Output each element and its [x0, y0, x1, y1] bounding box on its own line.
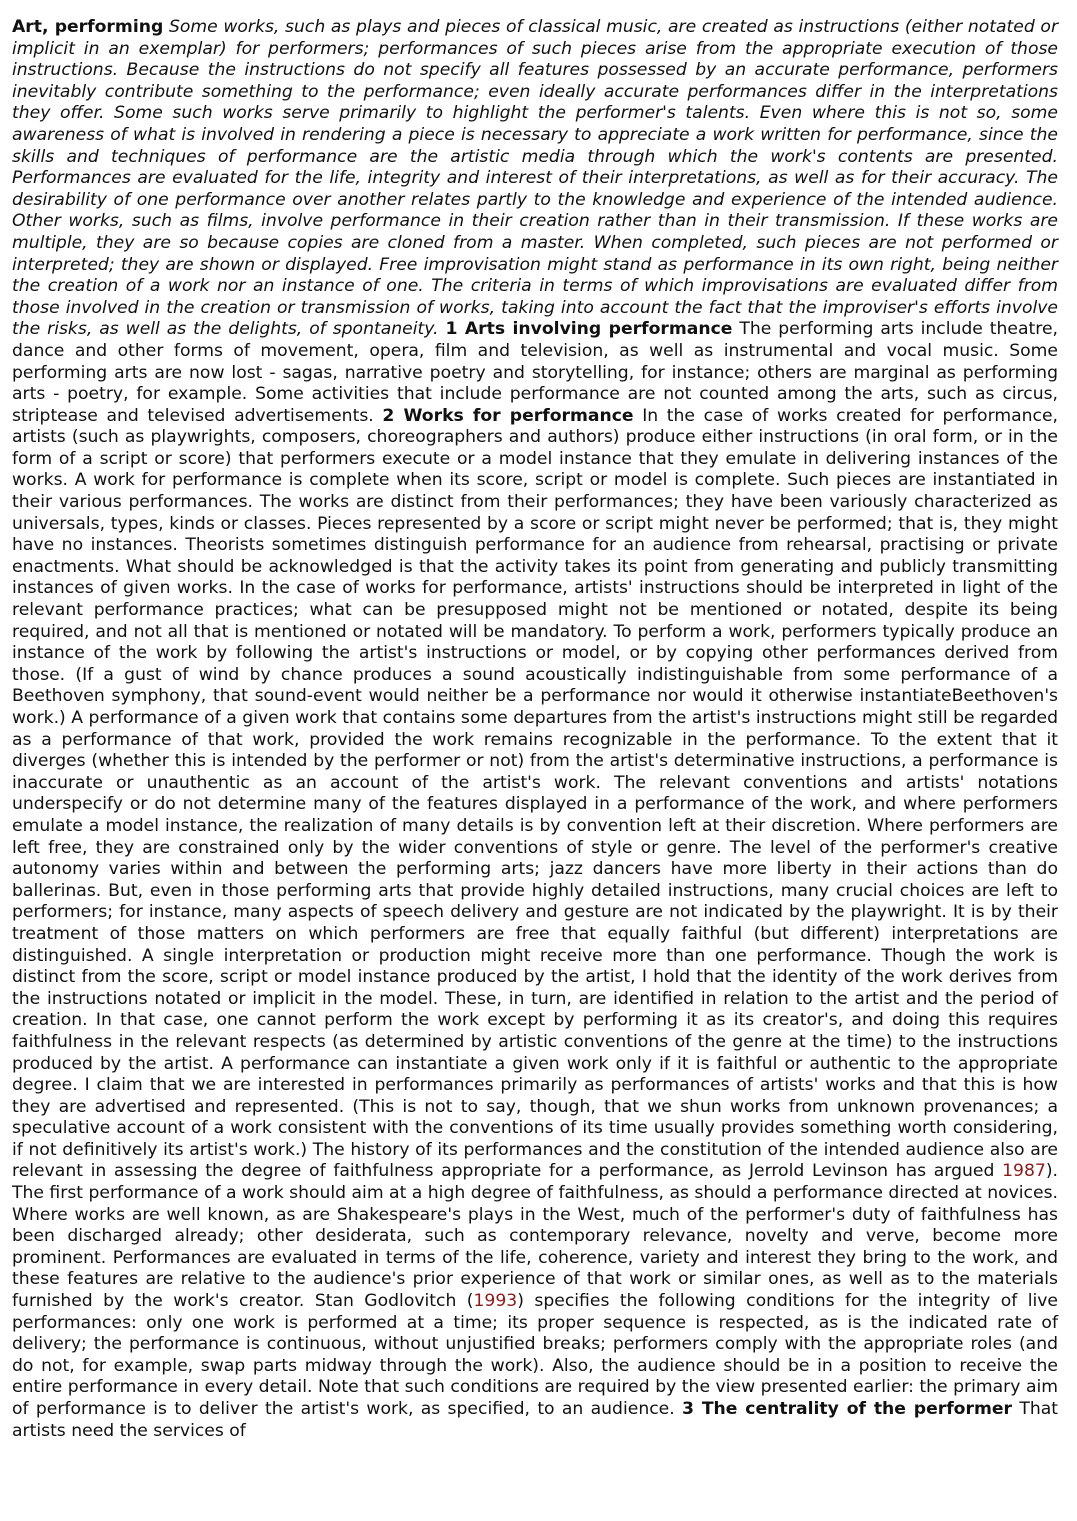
article-body	[12, 17, 1058, 1442]
section-2-text-a: In the case of works created for performance, artists (such as playwrights, composers, choreographers and authors) produce either instructions (in oral form, or in the form of a script or score) that performers execute or a model instance that they emulate in delivering instances of the works. A work for performance is complete when its score, script or model is complete. Such pieces are instantiated in their various performances. The works are distinct from their performances; they have been variously characterized as universals, types, kinds or classes. Pieces represented by a score or script might never be performed; that is, they might have no instances. Theorists sometimes distinguish performance for an audience from rehearsal, practising or private enactments. What should be acknowledged is that the activity takes its point from generating and publicly transmitting instances of given works. In the case of works for performance, artists' instructions should be interpreted in light of the relevant performance practices; what can be presupposed might not be mentioned or notated, despite its being required, and not all that is mentioned or notated will be mandatory. To perform a work, performers typically produce an instance of the work by following the artist's instructions or model, or by copying other performances derived from those. (If a gust of wind by chance produces a sound acoustically indistinguishable from some performance of a Beethoven symphony, that sound-event would neither be a performance nor would it otherwise instantiateBeethoven's work.) A performance of a given work that contains some departures from the artist's instructions might still be regarded as a performance of that work, provided the work remains recognizable in the performance. To the extent that it diverges (whether this is intended by the performer or not) from the artist's determinative instructions, a performance is inaccurate or unauthentic as an account of the artist's work. The relevant conventions and artists' notations underspecify or do not determine many of the features displayed in a performance of the work, and where performers emulate a model instance, the realization of many details is by convention left at their discretion. Where performers are left free, they are constrained only by the wider conventions of style or genre. The level of the performer's creative autonomy varies within and between the performing arts; jazz dancers have more liberty in their actions than do ballerinas. But, even in those performing arts that provide highly detailed instructions, many crucial choices are left to performers; for instance, many aspects of speech delivery and gesture are not indicated by the playwright. It is by their treatment of those matters on which performers are free that equally faithful (but different) interpretations are distinguished. A single interpretation or production might receive more than one performance. Though the work is distinct from the score, script or model instance produced by the artist, I hold that the identity of the work derives from the instructions notated or implicit in the model. These, in turn, are identified in relation to the artist and the period of creation. In that case, one cannot perform the work except by performing it as its creator's, and doing this requires faithfulness in the relevant respects (as determined by artistic conventions of the genre at the time) to the instructions produced by the artist. A performance can instantiate a given work only if it is faithful or authentic to the appropriate degree. I claim that we are interested in performances primarily as performances of artists' works and that this is how they are advertised and represented. (This is not to say, though, that we shun works from unknown provenances; a speculative account of a work consistent with the conventions of its time usually provides something worth considering, if not definitively its artist's work.) The history of its performances and the constitution of the intended audience also are relevant in assessing the degree of faithfulness appropriate for a performance, as Jerrold Levinson has argued	[12, 405, 1058, 1182]
headword: Art, performing	[12, 17, 164, 37]
lead-paragraph: Some works, such as plays and pieces of classical music, are created as instructions (either notated or implicit in an exemplar) for performers; performances of such pieces arise from the appropriate execution of those instructions. Because the instructions do not specify all features possessed by an accurate performance, performers inevitably contribute something to the performance; even ideally accurate performances differ in the interpretations they offer. Some such works serve primarily to highlight the performer's talents. Even where this is not so, some awareness of what is involved in rendering a piece is necessary to appreciate a work written for performance, since the skills and techniques of performance are the artistic media through which the work's contents are presented. Performances are evaluated for the life, integrity and interest of their interpretations, as well as for their accuracy. The desirability of one performance over another relates partly to the knowledge and experience of the intended audience. Other works, such as films, involve performance in their creation rather than in their transmission. If these works are multiple, they are so because copies are cloned from a master. When completed, such pieces are not performed or interpreted; they are shown or displayed. Free improvisation might stand as performance in its own right, being neither the creation of a work nor an instance of one. The criteria in terms of which improvisations are evaluated differ from those involved in the creation or transmission of works, taking into account the fact that the improviser's efforts involve the risks, as well as the delights, of spontaneity.	[12, 17, 1059, 340]
section-heading-1: 1 Arts involving performance	[445, 319, 733, 340]
section-2-text-b: ). The first performance of a work should aim at a high degree of faithfulness, as should a performance directed at novices. Where works are well known, as are Shakespeare's plays in the West, much of the performer's duty of faithfulness has been discharged already; other desiderata, such as contemporary relevance, novelty and verve, become more prominent. Performances are evaluated in terms of the life, coherence, variety and interest they bring to the work, and these features are relative to the audience's prior experience of that work or similar ones, as well as to the materials furnished by the work's creator. Stan Godlovitch (	[12, 1161, 1058, 1312]
citation-link-godlovitch[interactable]: 1993	[473, 1291, 518, 1312]
section-2-text-c: ) specifies the following conditions for the integrity of live performances: only one work is performed at a time; its proper sequence is respected, as is the indicated rate of delivery; the performance is continuous, without unjustified breaks; performers comply with the appropriate roles (and do not, for example, swap parts midway through the work). Also, the audience should be in a position to receive the entire performance in every detail. Note that such conditions are required by the view presented earlier: the primary aim of performance is to deliver the artist's work, as specified, to an audience.	[12, 1291, 1058, 1419]
section-heading-3: 3 The centrality of the performer	[682, 1399, 1013, 1419]
section-1-text: The performing arts include theatre, dance and other forms of movement, opera, film and television, as well as instrumental and vocal music. Some performing arts are now lost - sagas, narrative poetry and storytelling, for instance; others are marginal as performing arts - poetry, for example. Some activities that include performance are not counted among the arts, such as circus, striptease and televised advertisements.	[12, 319, 1059, 426]
section-3-text: That artists need the services of	[12, 1399, 1059, 1441]
citation-link-levinson[interactable]: 1987	[1002, 1161, 1046, 1182]
section-heading-2: 2 Works for performance	[382, 405, 634, 426]
